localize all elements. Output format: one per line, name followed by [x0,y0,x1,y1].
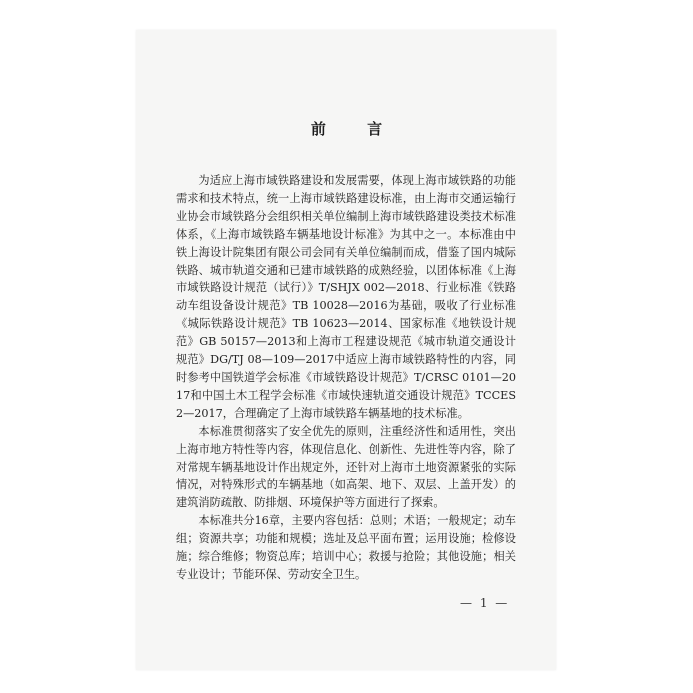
paragraph-2: 本标准贯彻落实了安全优先的原则，注重经济性和适用性，突出上海市地方特性等内容，体现信息化、创新性、先进性等内容，除了对常规车辆基地设计作出规定外，还针对上海市土地资源紧张的实际情况，对特殊形式的车辆基地（如高架、地下、双层、上盖开发）的建筑消防疏散、防排烟、环境保护等方面进行了探索。 [176,424,516,510]
paragraph-1: 为适应上海市域铁路建设和发展需要，体现上海市域铁路的功能需求和技术特点，统一上海市域铁路建设标准，由上海市交通运输行业协会市域铁路分会组织相关单位编制上海市域铁路建设类技术标准体系，《上海市域铁路车辆基地设计标准》为其中之一。本标准由中铁上海设计院集团有限公司会同有关单位编制而成，借鉴了国内城际铁路、城市轨道交通和已建市域铁路的成熟经验，以团体标准《上海市域铁路设计规范（试行）》T/SHJX 002—2018、行业标准《铁路动车组设备设计规范》TB 10028—2016为基础，吸收了行业标准《城际铁路设计规范》TB 10623—2014、国家标准《地铁设计规范》GB 50157—2013和上海市工程建设规范《城市轨道交通设计规范》DG/TJ 08—109—2017中适应上海市域铁路特性的内容，同时参考中国铁道学会标准《市域铁路设计规范》T/CRSC 0101—2017和中国土木工程学会标准《市域快速轨道交通设计规范》TCCES 2—2017，合理确定了上海市域铁路车辆基地的技术标准。 [176,174,516,420]
body-text [176,172,516,584]
page-number: — 1 — [460,596,510,610]
paragraph-3: 本标准共分16章，主要内容包括：总则；术语；一般规定；动车组；资源共享；功能和规模；选址及总平面布置；运用设施；检修设施；综合维修；物资总库；培训中心；救援与抢险；其他设施；相关专业设计；节能环保、劳动安全卫生。 [176,514,516,581]
page-title: 前 言 [310,120,401,138]
